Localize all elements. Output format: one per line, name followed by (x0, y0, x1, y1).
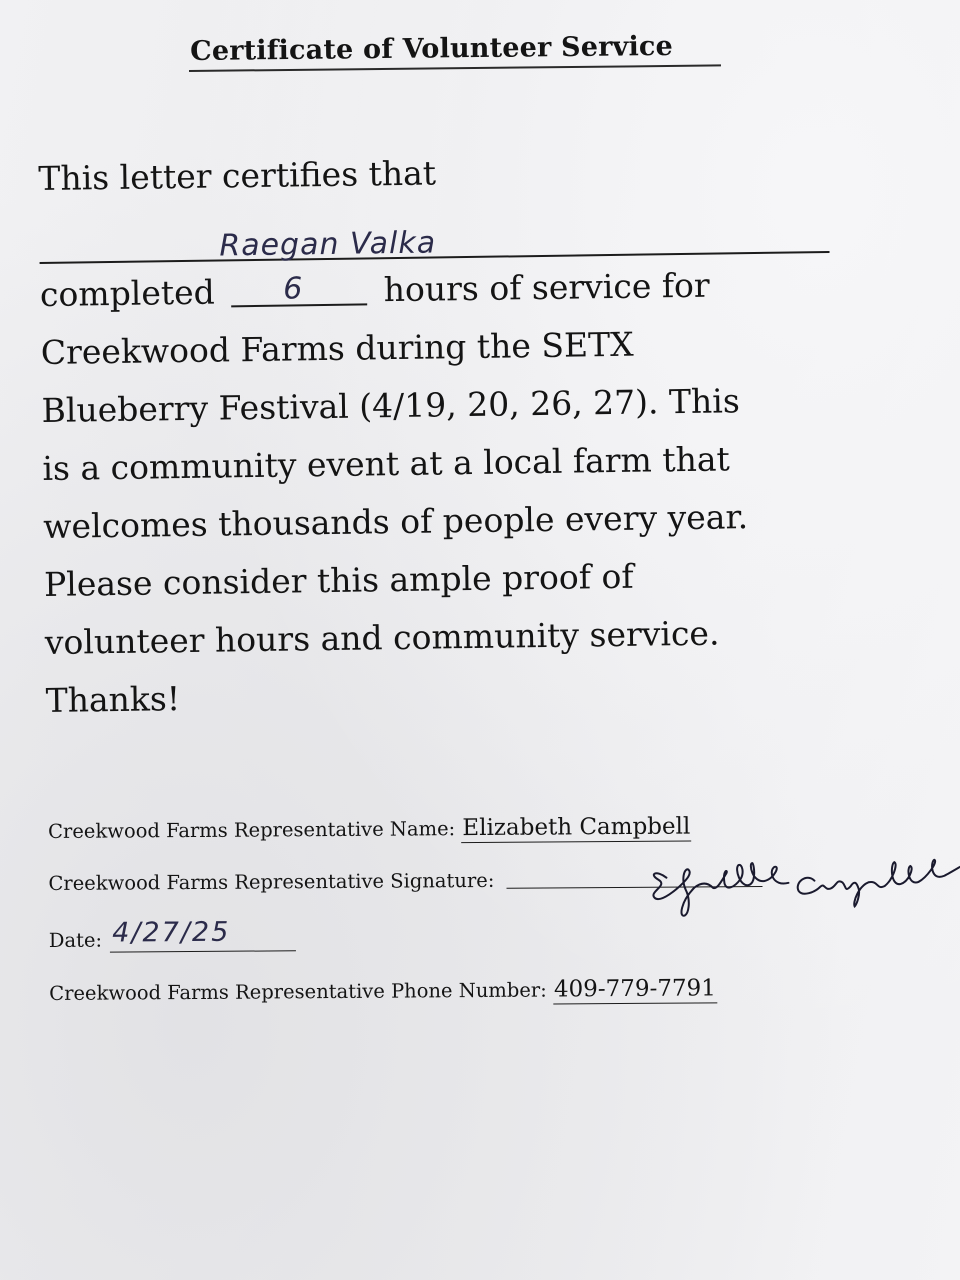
date-handwritten: 4/27/25 (112, 916, 231, 949)
body-line-3: Creekwood Farms during the SETX (40, 324, 634, 372)
thanks-line: Thanks! (45, 679, 181, 720)
intro-line: This letter certifies that (38, 153, 437, 198)
hours-blank (231, 267, 368, 307)
body-line-4: Blueberry Festival (4/19, 20, 26, 27). This (41, 381, 740, 430)
rep-name-label: Creekwood Farms Representative Name: (48, 817, 456, 843)
date-label: Date: (48, 928, 103, 952)
date-row (48, 916, 929, 980)
completed-prefix: completed (39, 272, 216, 314)
body-line-5: is a community event at a local farm that (42, 439, 731, 488)
rep-signature-label: Creekwood Farms Representative Signature: (48, 868, 495, 895)
date-blank (110, 916, 296, 952)
rep-phone-row (49, 974, 929, 1034)
rep-phone-label: Creekwood Farms Representative Phone Number: (49, 978, 547, 1005)
volunteer-name-handwritten: Raegan Valka (219, 225, 437, 264)
completed-suffix: hours of service for (383, 265, 710, 310)
body-line-7: Please consider this ample proof of (43, 556, 634, 604)
representative-fields (48, 812, 929, 1034)
body-line-8: volunteer hours and community service. (44, 613, 720, 662)
handwritten-signature (608, 841, 960, 924)
certificate-body (38, 138, 926, 730)
hours-handwritten: 6 (282, 271, 304, 307)
rep-phone-value: 409-779-7791 (553, 975, 717, 1004)
certificate-title: Certificate of Volunteer Service (190, 30, 674, 67)
rep-name-value: Elizabeth Campbell (461, 814, 691, 844)
body-line-6: welcomes thousands of people every year. (42, 497, 749, 546)
